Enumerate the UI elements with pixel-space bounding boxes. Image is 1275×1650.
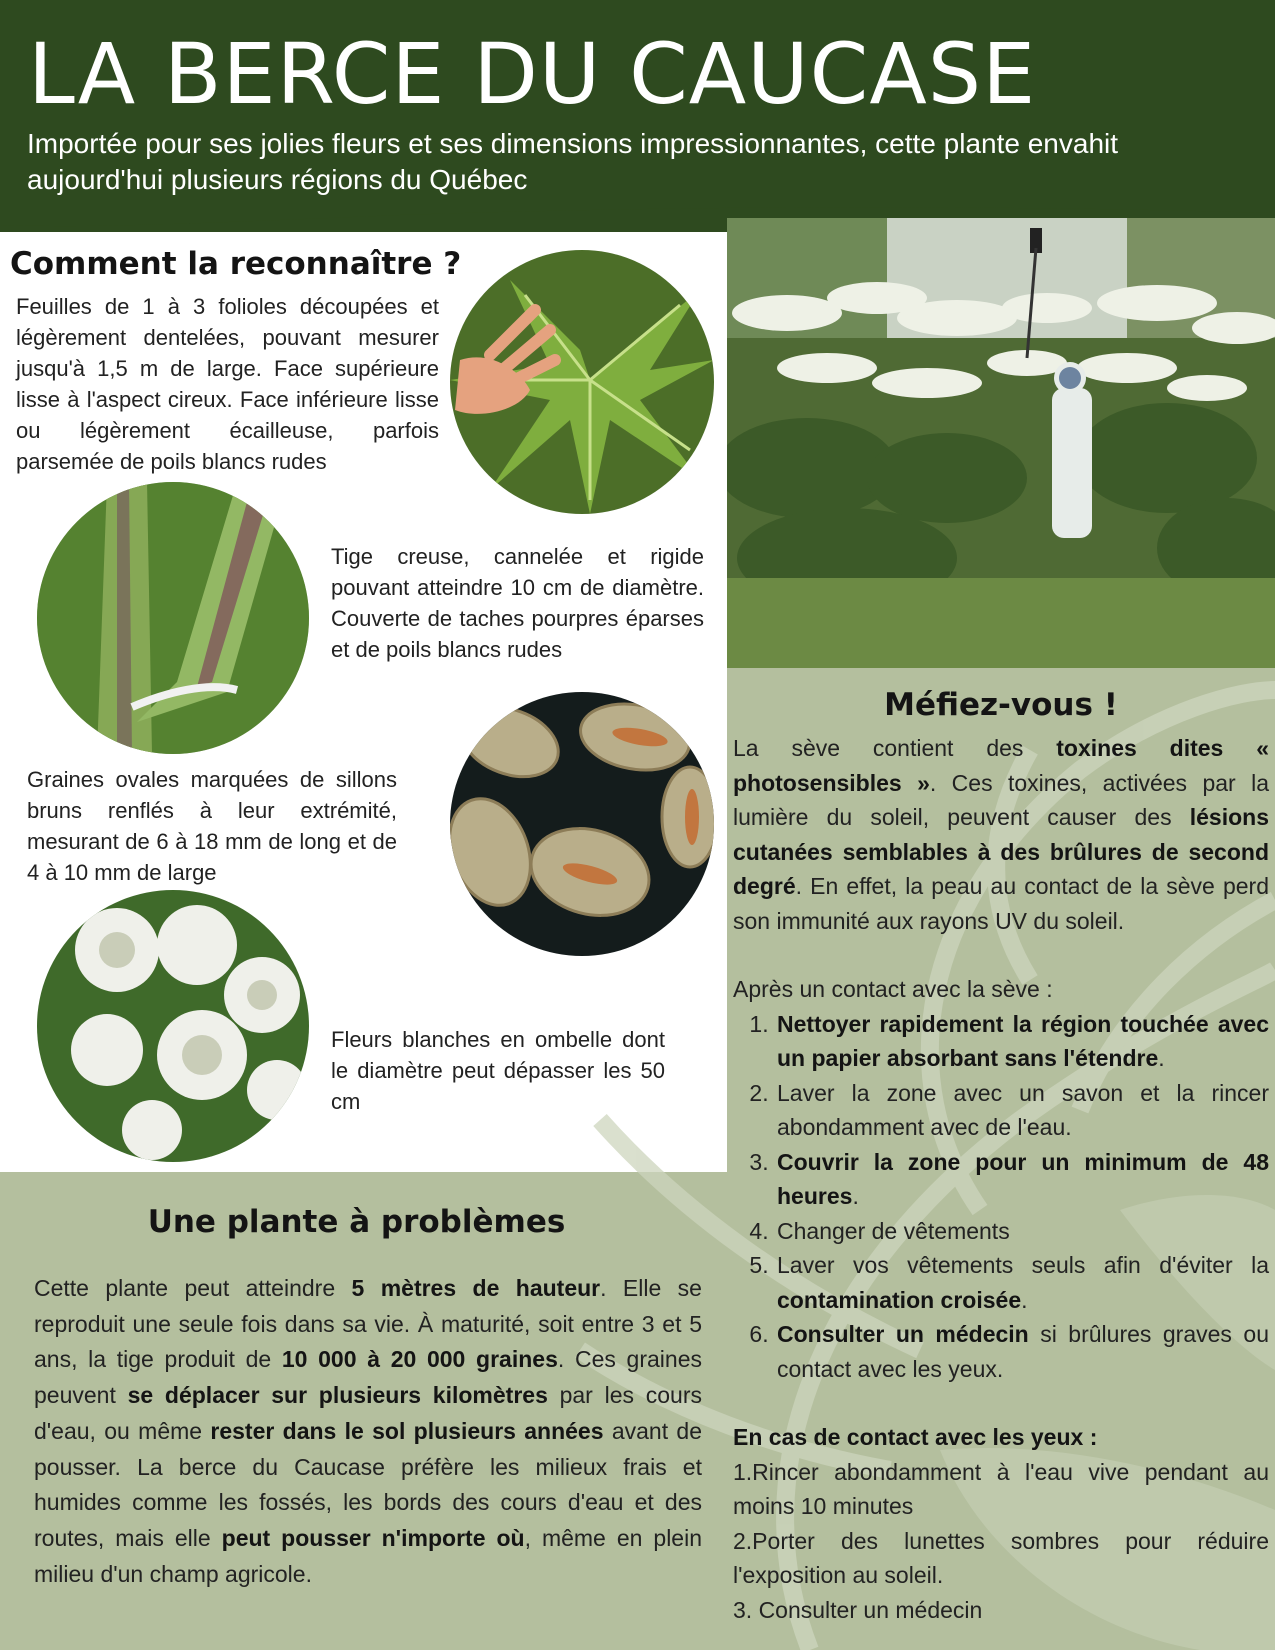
problem-text xyxy=(34,1271,702,1592)
first-aid-step xyxy=(775,1317,1269,1386)
warning-text xyxy=(733,731,1269,938)
stem-photo xyxy=(37,482,309,754)
first-aid-step xyxy=(775,1145,1269,1214)
body-text: Laver vos vêtements seuls afin d'éviter la xyxy=(777,1252,1269,1278)
emphasis-text: peut pousser n'importe où xyxy=(221,1524,525,1551)
eyes-step: 1.Rincer abondamment à l'eau vive pendant au moins 10 minutes xyxy=(733,1458,1269,1519)
body-text: . Ces graines peuvent xyxy=(34,1346,702,1409)
page-subtitle: Importée pour ses jolies fleurs et ses dimensions impressionnantes, cette plante envahit aujourd'hui plusieurs régions du Québec xyxy=(27,128,1119,195)
stem-description: Tige creuse, cannelée et rigide pouvant atteindre 10 cm de diamètre. Couverte de taches pourpres éparses et de poils blancs rudes xyxy=(331,544,704,662)
seeds-photo xyxy=(450,692,714,956)
flowers-description: Fleurs blanches en ombelle dont le diamètre peut dépasser les 50 cm xyxy=(331,1027,665,1114)
body-text: . Ces toxines, activées par la lumière du soleil, peuvent causer des xyxy=(733,769,1269,830)
emphasis-text: se déplacer sur plusieurs kilomètres xyxy=(127,1382,548,1409)
eyes-step: 2.Porter des lunettes sombres pour réduire l'exposition au soleil. xyxy=(733,1527,1269,1588)
first-aid-step xyxy=(775,1007,1269,1076)
body-text: , même en plein milieu d'un champ agricole. xyxy=(34,1524,702,1587)
flowers-photo xyxy=(37,890,309,1162)
eyes-step: 3. Consulter un médecin xyxy=(733,1596,983,1623)
eyes-steps xyxy=(733,1455,1269,1628)
emphasis-text: 10 000 à 20 000 graines xyxy=(281,1346,558,1373)
seeds-description: Graines ovales marquées de sillons bruns renflés à leur extrémité, mesurant de 6 à 18 mm de long et de 4 à 10 mm de large xyxy=(27,767,397,885)
problem-heading: Une plante à problèmes xyxy=(147,1204,566,1240)
after-contact-label: Après un contact avec la sève : xyxy=(733,976,1053,1002)
emphasis-text: Consulter un médecin xyxy=(777,1321,1029,1347)
emphasis-text: contamination croisée xyxy=(777,1286,1022,1313)
body-text: Laver la zone avec un savon et la rincer abondamment avec de l'eau. xyxy=(777,1079,1269,1140)
eyes-label: En cas de contact avec les yeux : xyxy=(733,1424,1098,1450)
leaf-photo xyxy=(450,250,714,514)
emphasis-text: toxines dites « photosensibles » xyxy=(733,735,1269,796)
body-text: avant de pousser. La berce du Caucase préfère les milieux frais et humides comme les fossés, les bords des cours d'eau et des routes, mais elle xyxy=(34,1417,702,1551)
first-aid-step xyxy=(775,1214,1269,1249)
body-text: si brûlures graves ou contact avec les yeux. xyxy=(777,1321,1269,1382)
recognition-heading: Comment la reconnaître ? xyxy=(10,246,462,282)
emphasis-text: lésions cutanées semblables à des brûlures de second degré xyxy=(733,804,1269,899)
first-aid-step xyxy=(775,1248,1269,1317)
warning-content xyxy=(733,731,1269,1627)
body-text: Changer de vêtements xyxy=(777,1217,1010,1244)
warning-heading: Méfiez-vous ! xyxy=(884,687,1118,723)
body-text: Cette plante peut atteindre xyxy=(34,1275,352,1301)
body-text: par les cours d'eau, ou même xyxy=(34,1382,702,1444)
first-aid-step xyxy=(775,1076,1269,1145)
emphasis-text: rester dans le sol plusieurs années xyxy=(210,1417,604,1444)
body-text: . Elle se reproduit une seule fois dans sa vie. À maturité, soit entre 3 et 5 ans, la tige produit de xyxy=(34,1275,702,1373)
first-aid-steps xyxy=(733,1007,1269,1387)
emphasis-text: Nettoyer rapidement la région touchée avec un papier absorbant sans l'étendre xyxy=(777,1010,1269,1071)
body-text: . En effet, la peau au contact de la sève perd son immunité aux rayons UV du soleil. xyxy=(733,873,1269,934)
page-title: LA BERCE DU CAUCASE xyxy=(28,25,1037,123)
leaves-description: Feuilles de 1 à 3 folioles découpées et légèrement dentelées, pouvant mesurer jusqu'à 1,5 m de large. Face supérieure lisse à l'aspect cireux. Face inférieure lisse ou légèrement écailleuse, parfois parsemée de poils blancs rudes xyxy=(16,294,439,474)
body-text: . xyxy=(1158,1045,1165,1071)
emphasis-text: 5 mètres de hauteur xyxy=(351,1275,601,1301)
body-text: La sève contient des xyxy=(733,735,1057,761)
hogweed-field-photo xyxy=(727,218,1275,668)
body-text: . xyxy=(852,1183,859,1209)
body-text: . xyxy=(1021,1286,1028,1313)
emphasis-text: Couvrir la zone pour un minimum de 48 heures xyxy=(777,1148,1269,1209)
header-banner xyxy=(0,0,1275,232)
